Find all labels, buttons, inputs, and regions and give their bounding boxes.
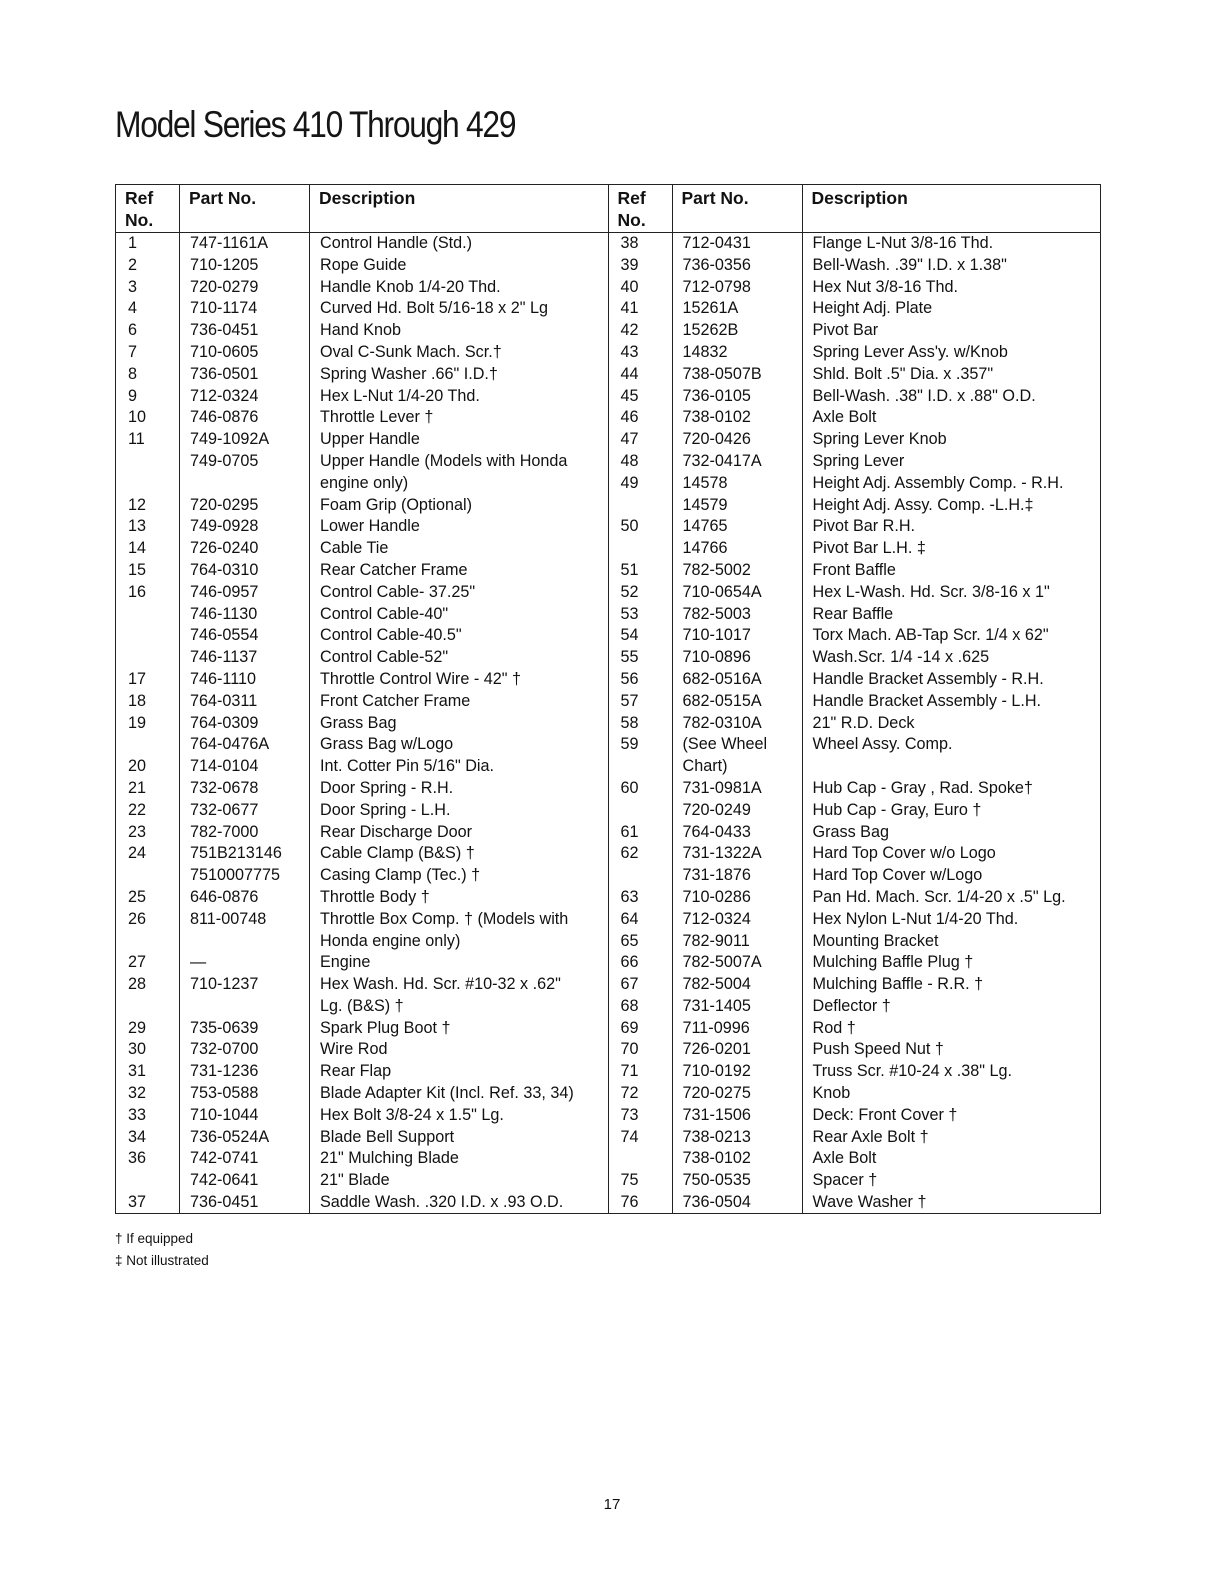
cell-part: 731-1506 [682,1105,751,1124]
cell-desc: Knob [812,1084,851,1103]
cell-desc: Pivot Bar [812,321,879,340]
cell-desc: Mulching Baffle Plug † [812,953,974,972]
cell-part: 782-0310A [682,713,762,732]
cell-ref: 38 [620,234,639,252]
cell-part [180,931,309,953]
cell-ref [116,625,179,647]
cell-desc: 21" Mulching Blade [320,1149,459,1168]
cell-part: 710-1174 [190,299,258,318]
cell-ref: 34 [128,1127,147,1146]
cell-desc: Oval C-Sunk Mach. Scr.† [320,342,502,361]
cell-ref: 21 [128,778,147,797]
cell-ref [116,604,179,626]
cell-part: 742-0641 [190,1171,259,1190]
cell-ref: 50 [620,517,639,536]
cell-part: 710-0896 [682,648,751,667]
cell-ref: 4 [128,299,138,318]
cell-desc: Wire Rod [320,1040,388,1059]
cell-desc [803,756,1101,778]
cell-desc: Upper Handle [320,430,420,449]
cell-ref [609,538,672,560]
cell-part: 782-7000 [190,822,259,841]
cell-desc: Flange L-Nut 3/8-16 Thd. [812,234,994,252]
cell-desc: Casing Clamp (Tec.) † [320,866,481,885]
cell-ref [609,865,672,887]
cell-part: 736-0451 [190,1193,259,1212]
cell-part: 750-0535 [682,1171,751,1190]
cell-ref: 33 [128,1105,147,1124]
cell-part: 14578 [682,473,728,492]
cell-ref: 72 [620,1084,639,1103]
cell-part: (See Wheel [682,735,768,754]
cell-part: 782-5003 [682,604,751,623]
cell-desc: Push Speed Nut † [812,1040,944,1059]
cell-part: 710-0605 [190,342,259,361]
cell-desc: Rear Discharge Door [320,822,473,841]
description-column [802,185,1101,1213]
cell-desc: Hard Top Cover w/o Logo [812,844,996,863]
cell-part: 710-0192 [682,1062,751,1081]
cell-ref: 48 [620,451,639,470]
cell-ref [116,734,179,756]
cell-part: 14765 [682,517,728,536]
cell-part: 751B213146 [190,844,282,863]
cell-part: 782-5002 [682,560,751,579]
cell-ref: 52 [620,582,639,601]
cell-ref: 40 [620,277,639,296]
cell-desc: Spring Lever Ass'y. w/Knob [812,342,1008,361]
cell-part: 732-0678 [190,778,259,797]
cell-desc: Engine [320,953,371,972]
cell-desc: Throttle Control Wire - 42" † [320,669,521,688]
cell-ref: 32 [128,1084,147,1103]
cell-desc: Hex Wash. Hd. Scr. #10-32 x .62" [320,975,561,994]
cell-desc: Bell-Wash. .38" I.D. x .88" O.D. [812,386,1036,405]
cell-part: 646-0876 [190,887,259,906]
cell-part: 749-0705 [190,451,259,470]
cell-part: 749-0928 [190,517,259,536]
ref-no-header: Ref No. [116,185,179,233]
footnote-if-equipped: † If equipped [115,1231,194,1246]
cell-part: 720-0295 [190,495,259,514]
cell-desc: Upper Handle (Models with Honda [320,451,568,470]
cell-part: 15262B [682,321,739,340]
cell-part: 736-0356 [682,255,751,274]
cell-part: 753-0588 [190,1084,259,1103]
cell-desc: Foam Grip (Optional) [320,495,473,514]
cell-part: 746-0957 [190,582,259,601]
cell-part: 726-0201 [682,1040,751,1059]
cell-desc: Wash.Scr. 1/4 -14 x .625 [812,648,990,667]
cell-ref: 8 [128,364,138,383]
cell-part: 732-0417A [682,451,762,470]
cell-desc: Axle Bolt [812,408,877,427]
cell-desc: Height Adj. Assembly Comp. - R.H. [812,473,1064,492]
cell-ref: 39 [620,255,639,274]
cell-desc: Torx Mach. AB-Tap Scr. 1/4 x 62" [812,626,1049,645]
cell-ref: 46 [620,408,639,427]
cell-ref: 67 [620,975,639,994]
cell-ref [116,996,179,1018]
cell-part: 738-0102 [682,1149,751,1168]
cell-part: 736-0501 [190,364,259,383]
cell-ref [116,931,179,953]
cell-ref: 6 [128,321,138,340]
cell-desc: Pan Hd. Mach. Scr. 1/4-20 x .5" Lg. [812,887,1066,906]
cell-part: 714-0104 [190,757,259,776]
cell-part: 782-9011 [682,931,750,950]
cell-ref: 36 [128,1149,147,1168]
cell-desc: Spark Plug Boot † [320,1018,451,1037]
cell-ref: 53 [620,604,639,623]
cell-desc: Cable Tie [320,539,389,558]
cell-desc: Hex Bolt 3/8-24 x 1.5" Lg. [320,1105,504,1124]
cell-part: 14832 [682,342,728,361]
cell-part: 712-0798 [682,277,751,296]
cell-desc: Control Handle (Std.) [320,234,473,252]
cell-desc: Deflector † [812,996,891,1015]
cell-desc: Spring Lever [812,451,905,470]
cell-desc: Spacer † [812,1171,878,1190]
cell-part: 811-00748 [190,909,267,928]
cell-part: 738-0102 [682,408,751,427]
cell-part: 746-0554 [190,626,259,645]
cell-ref: 37 [128,1193,147,1212]
cell-part: 738-0507B [682,364,762,383]
cell-ref: 22 [128,800,147,819]
ref-no-header: Ref No. [609,185,672,233]
cell-ref: 45 [620,386,639,405]
cell-part: 731-1236 [190,1062,259,1081]
cell-part: 720-0279 [190,277,259,296]
cell-desc: Hard Top Cover w/Logo [812,866,983,885]
cell-ref [116,865,179,887]
cell-part: 736-0105 [682,386,751,405]
cell-desc: Mulching Baffle - R.R. † [812,975,984,994]
cell-desc: Honda engine only) [320,931,461,950]
cell-desc: Control Cable-40" [320,604,449,623]
cell-ref [609,495,672,517]
cell-desc: Throttle Lever † [320,408,434,427]
cell-desc: Axle Bolt [812,1149,877,1168]
cell-desc: Curved Hd. Bolt 5/16-18 x 2" Lg [320,299,549,318]
cell-ref [609,800,672,822]
cell-part: 710-1237 [190,975,259,994]
cell-ref: 1 [128,234,138,252]
description-header: Description [803,185,1101,233]
cell-part: 14579 [682,495,728,514]
cell-part: 735-0639 [190,1018,259,1037]
cell-part: 732-0677 [190,800,259,819]
cell-desc: Handle Bracket Assembly - L.H. [812,691,1042,710]
cell-desc: Grass Bag [812,822,889,841]
footnotes [115,1228,209,1271]
cell-part: 749-1092A [190,430,270,449]
cell-ref: 73 [620,1105,639,1124]
cell-ref: 16 [128,582,147,601]
cell-ref: 68 [620,996,639,1015]
cell-desc: Rear Flap [320,1062,392,1081]
cell-ref: 27 [128,953,147,972]
cell-part: 7510007775 [190,866,281,885]
cell-desc: Handle Knob 1/4-20 Thd. [320,277,501,296]
cell-ref [116,1170,179,1192]
cell-ref: 2 [128,255,138,274]
cell-part: 710-1017 [682,626,751,645]
cell-part [180,473,309,495]
cell-part: 746-0876 [190,408,259,427]
cell-desc: Int. Cotter Pin 5/16" Dia. [320,757,494,776]
part-no-column [672,185,802,1213]
cell-ref: 54 [620,626,639,645]
part-no-column [179,185,309,1213]
cell-desc: Rear Axle Bolt † [812,1127,929,1146]
cell-desc: Height Adj. Assy. Comp. -L.H.‡ [812,495,1034,514]
ref-no-column [116,185,179,1213]
cell-part: 712-0324 [682,909,751,928]
cell-desc: Control Cable-40.5" [320,626,462,645]
cell-part: 710-1205 [190,255,259,274]
cell-part: 782-5007A [682,953,762,972]
cell-ref: 65 [620,931,639,950]
cell-ref: 64 [620,909,639,928]
cell-desc: Spring Lever Knob [812,430,947,449]
cell-part: 746-1110 [190,669,257,688]
cell-part: 14766 [682,539,728,558]
cell-part: 711-0996 [682,1018,750,1037]
cell-part [180,996,309,1018]
cell-part: 710-0286 [682,887,751,906]
cell-desc: Hub Cap - Gray, Euro † [812,800,982,819]
cell-part: 15261A [682,299,739,318]
cell-ref: 49 [620,473,639,492]
cell-desc: Handle Bracket Assembly - R.H. [812,669,1044,688]
cell-part: — [190,953,207,972]
cell-part: 736-0451 [190,321,259,340]
cell-ref [116,647,179,669]
cell-part: 720-0249 [682,800,751,819]
cell-ref: 70 [620,1040,639,1059]
cell-desc: Hex L-Nut 1/4-20 Thd. [320,386,480,405]
cell-ref: 10 [128,408,147,427]
cell-desc: Pivot Bar L.H. ‡ [812,539,926,558]
cell-ref: 3 [128,277,138,296]
cell-ref: 63 [620,887,639,906]
cell-desc: Hex L-Wash. Hd. Scr. 3/8-16 x 1" [812,582,1050,601]
cell-ref: 59 [620,735,639,754]
cell-ref: 25 [128,887,147,906]
cell-part: 764-0311 [190,691,258,710]
cell-ref: 13 [128,517,147,536]
cell-part: 710-1044 [190,1105,259,1124]
cell-ref: 9 [128,386,138,405]
cell-desc: Blade Adapter Kit (Incl. Ref. 33, 34) [320,1084,574,1103]
cell-desc: Saddle Wash. .320 I.D. x .93 O.D. [320,1193,564,1212]
cell-ref: 11 [128,430,145,449]
cell-part: 720-0426 [682,430,751,449]
cell-part: 764-0310 [190,560,259,579]
cell-part: 712-0431 [682,234,751,252]
cell-desc: Control Cable- 37.25" [320,582,476,601]
cell-part: 720-0275 [682,1084,751,1103]
cell-ref: 23 [128,822,147,841]
cell-desc: Rod † [812,1018,856,1037]
cell-ref: 58 [620,713,639,732]
cell-part: Chart) [682,757,728,776]
cell-part: 712-0324 [190,386,259,405]
cell-desc: Rear Catcher Frame [320,560,468,579]
cell-ref: 7 [128,342,138,361]
cell-ref: 28 [128,975,147,994]
cell-desc: Spring Washer .66" I.D.† [320,364,498,383]
page-title: Model Series 410 Through 429 [115,104,516,145]
page-number: 17 [603,1496,621,1513]
cell-part: 736-0524A [190,1127,270,1146]
cell-part: 710-0654A [682,582,762,601]
cell-ref: 30 [128,1040,147,1059]
cell-ref: 12 [128,495,147,514]
ref-no-column [609,185,672,1213]
cell-desc: Cable Clamp (B&S) † [320,844,475,863]
part-no-header: Part No. [180,185,309,233]
cell-desc: Lower Handle [320,517,420,536]
cell-ref: 75 [620,1171,639,1190]
cell-part: 732-0700 [190,1040,259,1059]
cell-ref [609,756,672,778]
cell-desc: Wave Washer † [812,1193,927,1212]
parts-table-right-half [608,185,1101,1213]
cell-desc: Grass Bag w/Logo [320,735,454,754]
cell-desc: Blade Bell Support [320,1127,455,1146]
cell-ref: 57 [620,691,639,710]
cell-ref: 47 [620,430,639,449]
cell-desc: 21" R.D. Deck [812,713,915,732]
cell-part: 782-5004 [682,975,751,994]
cell-ref: 55 [620,648,639,667]
cell-ref [116,473,179,495]
cell-desc: Pivot Bar R.H. [812,517,916,536]
cell-part: 746-1137 [190,648,258,667]
cell-part: 726-0240 [190,539,259,558]
cell-ref: 15 [128,560,147,579]
cell-part: 731-1322A [682,844,762,863]
cell-ref: 29 [128,1018,147,1037]
cell-desc: Height Adj. Plate [812,299,933,318]
cell-ref: 24 [128,844,147,863]
cell-desc: Hub Cap - Gray , Rad. Spoke† [812,778,1033,797]
cell-ref: 71 [620,1062,639,1081]
cell-desc: Rear Baffle [812,604,894,623]
cell-ref: 42 [620,321,639,340]
cell-ref: 62 [620,844,639,863]
cell-desc: Grass Bag [320,713,397,732]
cell-part: 742-0741 [190,1149,259,1168]
cell-part: 764-0433 [682,822,751,841]
cell-ref: 44 [620,364,639,383]
cell-desc: Throttle Body † [320,887,430,906]
cell-ref: 60 [620,778,639,797]
cell-ref: 56 [620,669,639,688]
cell-part: 731-1876 [682,866,751,885]
cell-ref: 17 [128,669,147,688]
cell-desc: Lg. (B&S) † [320,996,404,1015]
cell-desc: Control Cable-52" [320,648,449,667]
cell-ref: 19 [128,713,147,732]
cell-desc: Hex Nylon L-Nut 1/4-20 Thd. [812,909,1019,928]
parts-table-left-half [116,185,608,1213]
footnote-not-illustrated: ‡ Not illustrated [115,1252,209,1268]
cell-ref: 51 [620,560,639,579]
cell-part: 764-0476A [190,735,270,754]
cell-part: 764-0309 [190,713,259,732]
cell-ref [116,451,179,473]
cell-ref [609,1148,672,1170]
cell-ref: 31 [128,1062,147,1081]
cell-ref: 43 [620,342,639,361]
part-no-header: Part No. [673,185,802,233]
cell-desc: Wheel Assy. Comp. [812,735,953,754]
cell-ref: 76 [620,1193,639,1212]
cell-desc: Mounting Bracket [812,931,939,950]
cell-desc: Door Spring - R.H. [320,778,454,797]
cell-ref: 14 [128,539,147,558]
cell-desc: Truss Scr. #10-24 x .38" Lg. [812,1062,1012,1081]
description-header: Description [310,185,608,233]
cell-ref: 26 [128,909,147,928]
cell-desc: Throttle Box Comp. † (Models with [320,909,569,928]
cell-desc: Hex Nut 3/8-16 Thd. [812,277,958,296]
cell-desc: Front Catcher Frame [320,691,471,710]
cell-part: 682-0516A [682,669,762,688]
cell-part: 738-0213 [682,1127,751,1146]
cell-desc: Hand Knob [320,321,402,340]
cell-ref: 61 [620,822,639,841]
parts-table [115,184,1101,1214]
cell-desc: Door Spring - L.H. [320,800,451,819]
cell-ref: 69 [620,1018,639,1037]
cell-part: 746-1130 [190,604,258,623]
cell-desc: engine only) [320,473,409,492]
cell-desc: Bell-Wash. .39" I.D. x 1.38" [812,255,1007,274]
cell-desc: Rope Guide [320,255,407,274]
cell-ref: 41 [620,299,639,318]
cell-desc: Deck: Front Cover † [812,1105,958,1124]
cell-part: 747-1161A [190,234,269,252]
cell-desc: Front Baffle [812,560,896,579]
cell-desc: 21" Blade [320,1171,390,1190]
cell-part: 736-0504 [682,1193,751,1212]
cell-ref: 20 [128,757,147,776]
cell-desc: Shld. Bolt .5" Dia. x .357" [812,364,994,383]
cell-ref: 74 [620,1127,639,1146]
cell-part: 682-0515A [682,691,762,710]
cell-part: 731-0981A [682,778,762,797]
cell-ref: 66 [620,953,639,972]
cell-ref: 18 [128,691,147,710]
description-column [309,185,608,1213]
cell-part: 731-1405 [682,996,751,1015]
